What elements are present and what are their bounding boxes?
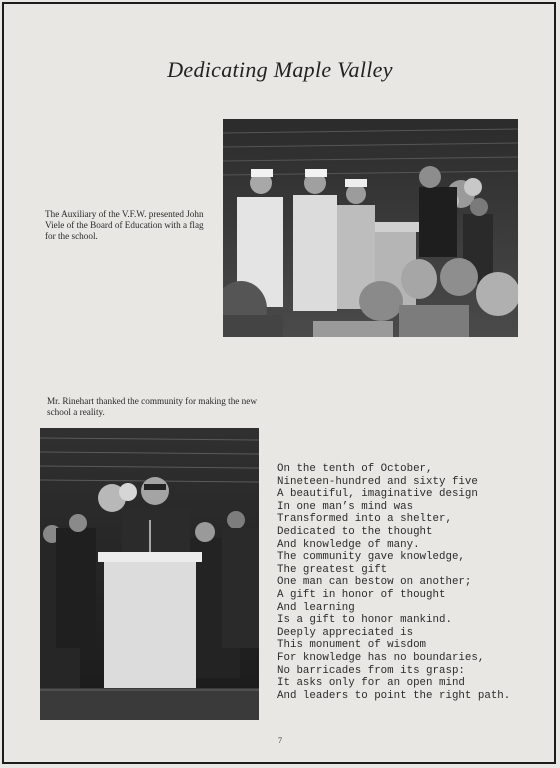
poem-line: The greatest gift bbox=[277, 563, 388, 576]
poem-line: Nineteen-hundred and sixty five bbox=[277, 475, 478, 488]
poem-line: This monument of wisdom bbox=[277, 639, 427, 652]
poem-line: The community gave knowledge, bbox=[277, 551, 465, 564]
flag-caption: The Auxiliary of the V.F.W. presented John Viele of the Board of Education with a flag for the school. bbox=[45, 209, 204, 241]
poem-line: Deeply appreciated is bbox=[277, 626, 414, 639]
poem-line: In one man’s mind was bbox=[277, 500, 414, 513]
page-title: Dedicating Maple Valley bbox=[167, 57, 393, 82]
speech-caption: Mr. Rinehart thanked the community for making the new school a reality. bbox=[47, 396, 257, 417]
flag-presentation-illustration bbox=[223, 119, 518, 337]
speech-photo bbox=[40, 428, 259, 720]
page-number: 7 bbox=[278, 736, 282, 745]
poem-line: One man can bestow on another; bbox=[277, 576, 472, 589]
poem-line: Transformed into a shelter, bbox=[277, 513, 452, 526]
poem-line: And knowledge of many. bbox=[277, 538, 420, 551]
poem-line: Is a gift to honor mankind. bbox=[277, 614, 452, 627]
poem-line: No barricades from its grasp: bbox=[277, 664, 465, 677]
poem-line: Dedicated to the thought bbox=[277, 525, 433, 538]
flag-presentation-photo bbox=[223, 119, 518, 337]
dedication-poem bbox=[277, 463, 527, 702]
poem-line: And learning bbox=[277, 601, 355, 614]
poem-line: A gift in honor of thought bbox=[277, 588, 446, 601]
poem-line: And leaders to point the right path. bbox=[277, 689, 511, 702]
poem-line: It asks only for an open mind bbox=[277, 677, 465, 690]
poem-line: For knowledge has no boundaries, bbox=[277, 651, 485, 664]
poem-line: On the tenth of October, bbox=[277, 463, 433, 475]
speech-illustration bbox=[40, 428, 259, 720]
poem-line: A beautiful, imaginative design bbox=[277, 488, 478, 501]
